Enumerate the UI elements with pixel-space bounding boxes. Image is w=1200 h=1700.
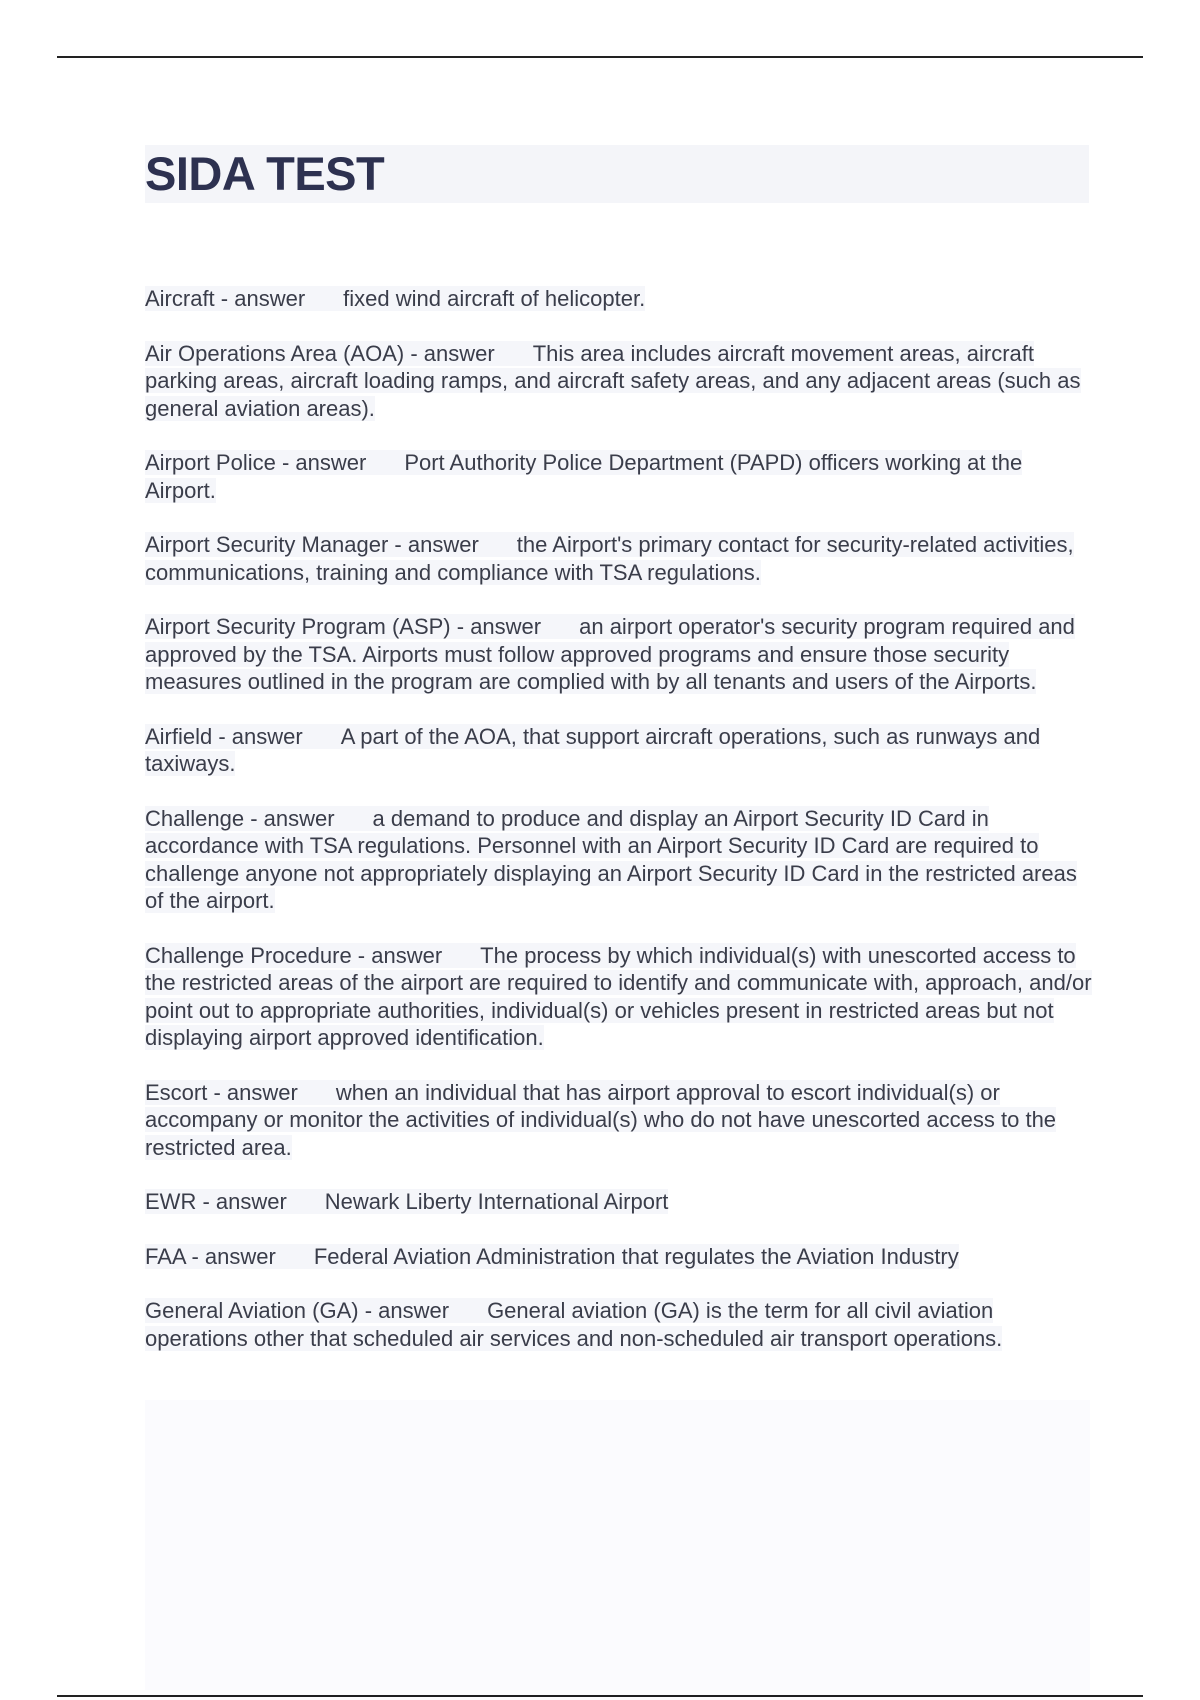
top-rule (57, 56, 1143, 58)
glossary-entry (145, 613, 1095, 696)
entry-definition: Newark Liberty International Airport (324, 1189, 669, 1214)
entry-term: Airport Police - answer (145, 450, 367, 475)
glossary-entry (145, 1297, 1095, 1352)
glossary-entry (145, 340, 1095, 423)
entry-term: EWR - answer (145, 1189, 287, 1214)
glossary-entry (145, 805, 1095, 915)
glossary-entry (145, 942, 1095, 1052)
page-shading (145, 1400, 1090, 1690)
page-title: SIDA TEST (145, 147, 385, 200)
entry-term: Challenge Procedure - answer (145, 942, 443, 968)
glossary-entry (145, 285, 1095, 313)
glossary-entry (145, 1079, 1095, 1162)
entry-term: FAA - answer (145, 1243, 276, 1269)
entry-definition: a demand to produce and display an Airport Security ID Card in accordance with TSA regulations. Personnel with an Airport Security ID Card are required to challenge anyone not appropriately displaying an Airport Security ID Card in the restricted areas of the airport. (145, 805, 1077, 913)
entry-definition: Port Authority Police Department (PAPD) officers working at the Airport. (145, 450, 1023, 503)
glossary-entry (145, 1188, 1095, 1216)
glossary-entry (145, 449, 1095, 504)
entry-definition: the Airport's primary contact for security-related activities, communications, training and compliance with TSA regulations. (145, 532, 1074, 585)
entry-term: Airport Security Manager - answer (145, 532, 479, 557)
entry-definition: A part of the AOA, that support aircraft operations, such as runways and taxiways. (145, 723, 1041, 776)
entry-term: Aircraft - answer (145, 286, 306, 311)
entry-term: Airfield - answer (145, 723, 303, 749)
entry-term: Challenge - answer (145, 805, 335, 831)
entry-definition: Federal Aviation Administration that regulates the Aviation Industry (313, 1243, 959, 1269)
entry-term: Airport Security Program (ASP) - answer (145, 614, 542, 639)
entry-definition: when an individual that has airport approval to escort individual(s) or accompany or monitor the activities of individual(s) who do not have unescorted access to the restricted area. (145, 1079, 1057, 1160)
bottom-rule (57, 1695, 1143, 1697)
title-block (145, 145, 1089, 203)
entry-definition: an airport operator's security program required and approved by the TSA. Airports must follow approved programs and ensure those security measures outlined in the program are complied with by all tenants and users of the Airports. (145, 614, 1075, 694)
glossary-entry (145, 1243, 1095, 1271)
glossary-list (145, 285, 1095, 1379)
entry-term: Air Operations Area (AOA) - answer (145, 340, 495, 366)
entry-term: Escort - answer (145, 1079, 298, 1105)
entry-definition: General aviation (GA) is the term for all civil aviation operations other that scheduled air services and non-scheduled air transport operations. (145, 1298, 1003, 1351)
entry-definition: This area includes aircraft movement areas, aircraft parking areas, aircraft loading ramps, and aircraft safety areas, and any adjacent areas (such as general aviation areas). (145, 340, 1081, 421)
glossary-entry (145, 531, 1095, 586)
entry-definition: The process by which individual(s) with unescorted access to the restricted areas of the airport are required to identify and communicate with, approach, and/or point out to appropriate authorities, individual(s) or vehicles present in restricted areas but not displaying airport approved identification. (145, 942, 1092, 1050)
glossary-entry (145, 723, 1095, 778)
entry-definition: fixed wind aircraft of helicopter. (343, 286, 646, 311)
entry-term: General Aviation (GA) - answer (145, 1298, 450, 1323)
